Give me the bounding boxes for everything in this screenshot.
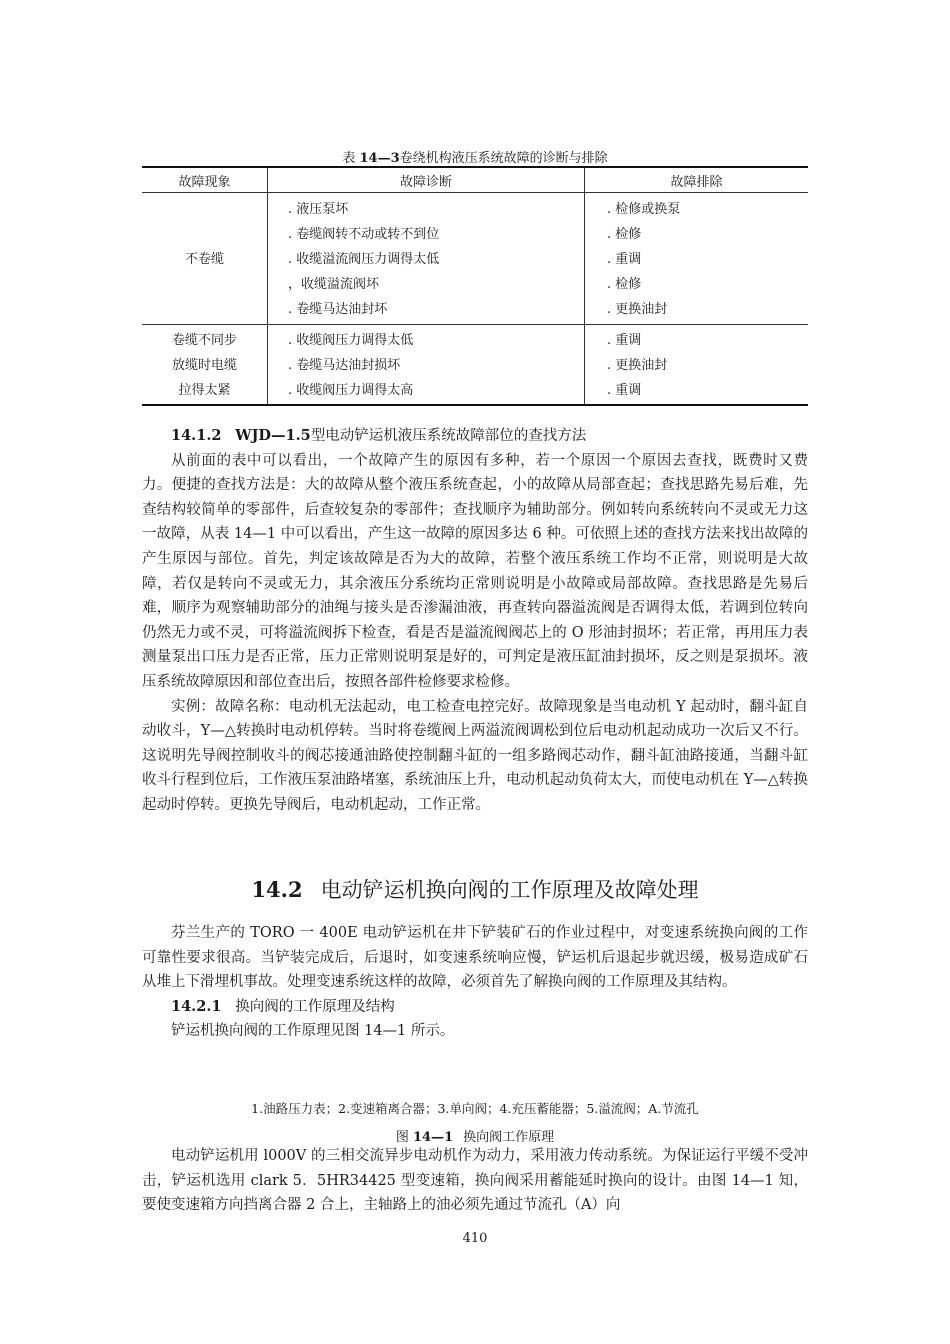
subsection-title: 换向阀的工作原理及结构: [235, 998, 395, 1015]
header-diagnosis: 故障诊断: [268, 168, 585, 192]
paragraph: 实例：故障名称：电动机无法起动，电工检查电控完好。故障现象是当电动机 Y 起动时，翻斗缸自动收斗，Y—△转换时电动机停转。当时将卷缆阀上两溢流阀调松到位后电动机起动成功一次后又不行。这说明先导阀控制收斗的阀芯接通油路使控制翻斗缸的一组多路阀芯动作，翻斗缸油路接通，当翻斗缸收斗行程到位后，工作液压泵油路堵塞，系统油压上升，电动机起动负荷太大，而使电动机在 Y—△转换起动时停转。更换先导阀后，电动机起动，工作正常。: [142, 698, 808, 813]
header-symptom: 故障现象: [142, 168, 268, 192]
subsection-number: 14.1.2: [171, 427, 222, 444]
remedy-line: . 更换油封: [607, 358, 668, 373]
page-number: 410: [462, 1231, 488, 1246]
table-caption-number: 14—3: [359, 151, 400, 166]
section-number: 14.2: [251, 877, 303, 902]
diagnosis-line: . 收缆阀压力调得太高: [288, 383, 414, 398]
table-row: [142, 193, 808, 325]
diagnosis-cell: [268, 193, 585, 324]
symptom-line: 拉得太紧: [178, 383, 231, 398]
body-text-block-2: [142, 921, 808, 1044]
fault-table: [142, 166, 808, 406]
diagnosis-line: . 卷缆阀转不动或转不到位: [288, 227, 440, 242]
subsection-heading-14-2-1: [142, 995, 808, 1020]
symptom-cell: [142, 325, 268, 404]
remedy-line: . 检修: [607, 277, 642, 292]
diagnosis-line: . 液压泵坏: [288, 202, 349, 217]
paragraph: 铲运机换向阀的工作原理见图 14—1 所示。: [171, 1023, 455, 1040]
remedy-line: . 检修或换泵: [607, 202, 681, 217]
table-caption-prefix: 表: [342, 151, 356, 166]
figure-legend: 1.油路压力表；2.变速箱离合器；3.单向阀；4.充压蓄能器；5.溢流阀；A.节流孔: [251, 1101, 699, 1116]
table-caption: [142, 147, 808, 166]
symptom-line: 放缆时电缆: [171, 358, 237, 373]
symptom-cell: [142, 193, 268, 324]
paragraph: 芬兰生产的 TORO 一 400E 电动铲运机在井下铲装矿石的作业过程中，对变速系统换向阀的工作可靠性要求很高。当铲装完成后，后退时，如变速系统响应慢，铲运机后退起步就迟缓，极易造成矿石从堆上下滑埋机事故。处理变速系统这样的故障，必须首先了解换向阀的工作原理及其结构。: [142, 925, 808, 991]
figure-caption-text: 换向阀工作原理: [463, 1130, 555, 1145]
figure-caption: [142, 1126, 808, 1145]
diagnosis-line: . 卷缆马达油封损坏: [288, 358, 401, 373]
diagnosis-cell: [268, 325, 585, 404]
header-remedy: 故障排除: [670, 174, 723, 190]
paragraph: 电动铲运机用 l000V 的三相交流异步电动机作为动力，采用液力传动系统。为保证运行平缓不受冲击，铲运机选用 clark 5．5HR34425 型变速箱，换向阀采用蓄能延时换向的设计。由图 14—1 知，要使变速箱方向挡离合器 2 合上，主轴路上的油必须先通过节流孔（A）向: [142, 1148, 808, 1214]
table-caption-text: 卷绕机构液压系统故障的诊断与排除: [399, 151, 608, 166]
diagnosis-line: ，收缆溢流阀坏: [288, 277, 380, 292]
remedy-line: . 重调: [607, 333, 642, 348]
diagnosis-line: . 收缆阀压力调得太低: [288, 333, 414, 348]
table-header-row: [142, 168, 808, 193]
diagnosis-line: . 收缆溢流阀压力调得太低: [288, 252, 440, 267]
body-text-block-1: [142, 424, 808, 818]
body-text-block-3: [142, 1144, 808, 1218]
section-title: 电动铲运机换向阀的工作原理及故障处理: [320, 878, 699, 902]
subsection-heading-14-1-2: [142, 424, 808, 449]
diagnosis-line: . 卷缆马达油封坏: [288, 302, 388, 317]
symptom-line: 不卷缆: [184, 252, 224, 267]
subsection-model: WJD—1.5: [235, 427, 311, 444]
remedy-line: . 重调: [607, 252, 642, 267]
subsection-number: 14.2.1: [171, 997, 222, 1015]
remedy-line: . 检修: [607, 227, 642, 242]
figure-caption-number: 14—1: [413, 1130, 454, 1145]
remedy-line: . 更换油封: [607, 302, 668, 317]
remedy-line: . 重调: [607, 383, 642, 398]
figure-caption-prefix: 图: [395, 1130, 409, 1145]
remedy-cell: [585, 325, 808, 404]
subsection-title: 型电动铲运机液压系统故障部位的查找方法: [310, 428, 587, 444]
paragraph: 从前面的表中可以看出，一个故障产生的原因有多种，若一个原因一个原因去查找，既费时又费力。便捷的查找方法是：大的故障从整个液压系统查起，小的故障从局部查起；查找思路先易后难，先查结构较简单的零部件，后查较复杂的零部件；查找顺序为辅助部分。例如转向系统转向不灵或无力这一故障，从表 14—1 中可以看出，产生这一故障的原因多达 6 种。可依照上述的查找方法来找出故障的产生原因与部位。首先，判定该故障是否为大的故障，若整个液压系统工作均不正常，则说明是大故障，若仅是转向不灵或无力，其余液压分系统均正常则说明是小故障或局部故障。查找思路是先易后难，顺序为观察辅助部分的油绳与接头是否渗漏油液，再查转向器溢流阀是否调得太低，若调到位转向仍然无力或不灵，可将溢流阀拆下检查，看是否是溢流阀阀芯上的 O 形油封损坏；若正常，再用压力表测量泵出口压力是否正常，压力正常则说明泵是好的，可判定是液压缸油封损坏，反之则是泵损坏。液压系统故障原因和部位查出后，按照各部件检修要求检修。: [142, 452, 808, 690]
section-heading-14-2: [142, 875, 808, 905]
table-row: [142, 325, 808, 404]
remedy-cell: [585, 193, 808, 324]
symptom-line: 卷缆不同步: [171, 333, 237, 348]
